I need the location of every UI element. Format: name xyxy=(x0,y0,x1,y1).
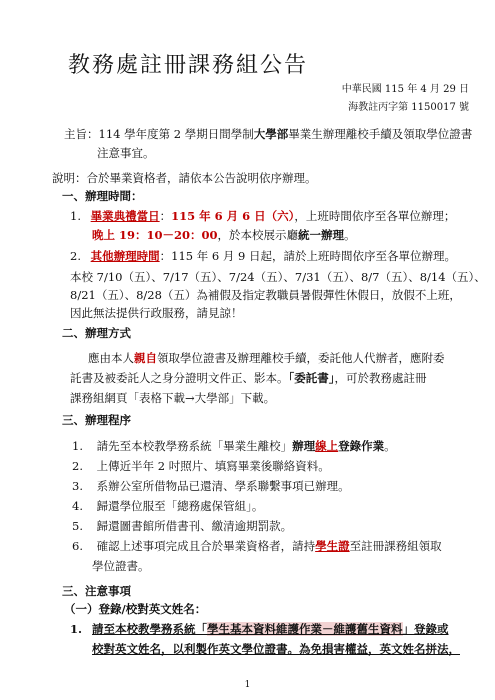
evening-time: 晚上 19：10－20：00 xyxy=(92,228,218,242)
sec1-item-1-rest2: ，於本校展示廳 xyxy=(217,228,299,242)
graduation-day-date: 115 年 6 月 6 日（六） xyxy=(171,209,295,223)
step-4-text: 歸還學位服至「總務處保管組」。 xyxy=(96,499,264,513)
colon: ： xyxy=(159,209,172,223)
item-number: 5. xyxy=(72,519,83,533)
page-number: 1 xyxy=(244,680,251,690)
sec2-line-1 xyxy=(88,350,445,366)
subject-text-a: 114 學年度第 2 學期日間學制 xyxy=(98,127,254,141)
step-1-text-b: 辦理 xyxy=(292,439,316,453)
announcement-date: 中華民國 115 年 4 月 29 日 xyxy=(341,84,469,95)
sec2-text-b: 領取學位證書及辦理離校手續，委託他人代辦者，應附委 xyxy=(157,351,445,365)
sec2-line-3: 課務組網頁「表格下載→大學部」下載。 xyxy=(70,391,276,405)
sec4-text-c: 」登錄或 xyxy=(402,622,449,636)
step-5-text: 歸還圖書館所借書刊、繳清逾期罰款。 xyxy=(96,519,293,533)
section-4-heading: 三、注意事項 xyxy=(62,584,131,598)
login-operation-text: 登錄作業 xyxy=(338,439,385,453)
sec2-text-d: ，可於教務處註冊 xyxy=(334,371,427,385)
section-2-heading: 二、辦理方式 xyxy=(62,326,131,340)
graduation-day-label: 畢業典禮當日 xyxy=(90,209,160,223)
subject-label: 主旨： xyxy=(64,127,99,141)
item-number: 3. xyxy=(72,479,83,493)
procedure-step-6 xyxy=(72,538,442,554)
subject-line-1 xyxy=(64,126,472,142)
holiday-note-line-3: 因此無法提供行政服務，請見諒！ xyxy=(70,306,243,320)
holiday-note-line-1: 本校 7/10（五）、7/17（五）、7/24（五）、7/31（五）、8/7（五）、8/14（五）、 xyxy=(70,270,486,284)
procedure-step-6-line-2: 學位證書。 xyxy=(92,559,150,573)
section-3-heading: 三、辦理程序 xyxy=(62,413,131,427)
sec1-item-2-rest: ：115 年 6 月 9 日起，請於上班時間依序至各單位辦理。 xyxy=(159,249,456,263)
item-number: 1. xyxy=(70,622,83,636)
unified-processing: 統一辦理 xyxy=(298,228,345,242)
item-number: 1. xyxy=(72,439,83,453)
procedure-step-1 xyxy=(72,438,396,454)
subsection-english-name: （一）登錄/校對英文姓名： xyxy=(64,602,207,616)
item-number: 1. xyxy=(70,209,81,223)
step-1-text-a: 請先至本校教學務系統「畢業生離校」 xyxy=(96,439,293,453)
sec4-text-e: 為免損害權益，英文姓名拼法， xyxy=(299,642,460,656)
sec1-item-1-line-1 xyxy=(70,208,455,224)
sec2-text-a: 應由本人 xyxy=(88,351,134,365)
sec4-text-d: 校對英文姓名，以利製作英文學位證書。 xyxy=(92,642,299,656)
sec4-text-a: 請至本校教學務系統「 xyxy=(92,622,208,636)
page-title: 教務處註冊課務組公告 xyxy=(68,53,309,78)
power-of-attorney-text: 「委託書」 xyxy=(288,371,335,385)
subject-text-c: 畢業生辦理離校手續及領取學位證書 xyxy=(288,127,473,141)
procedure-step-2 xyxy=(72,458,330,474)
step-3-text: 系辦公室所借物品已還清、學系聯繫事項已辦理。 xyxy=(96,479,350,493)
period: 。 xyxy=(384,439,396,453)
online-text: 線上 xyxy=(315,439,339,453)
item-number: 4. xyxy=(72,499,83,513)
sec4-item-1-line-2 xyxy=(92,641,460,657)
sec1-item-1-rest: ，上班時間依序至各單位辦理； xyxy=(294,209,456,223)
item-number: 2. xyxy=(72,459,83,473)
holiday-note-line-2: 8/21（五）、8/28（五）為補假及指定教職員暑假彈性休假日，放假不上班， xyxy=(70,288,461,302)
step-6-text-a: 確認上述事項完成且合於畢業資格者，請持 xyxy=(96,539,316,553)
period: 。 xyxy=(344,228,356,242)
sec2-text-c: 託書及被委託人之身分證明文件正、影本。 xyxy=(70,371,289,385)
sec1-item-2 xyxy=(70,248,456,264)
subject-line-2: 注意事宜。 xyxy=(97,146,155,160)
other-time-label: 其他辦理時間 xyxy=(90,249,160,263)
student-data-maintenance-text: 學生基本資料維護作業－維護舊生資料 xyxy=(207,622,403,636)
step-6-text-c: 至註冊課務組領取 xyxy=(349,539,442,553)
item-number: 2. xyxy=(70,249,81,263)
subject-text-undergrad: 大學部 xyxy=(253,127,289,141)
section-1-heading: 一、辦理時間： xyxy=(62,189,143,203)
step-2-text: 上傳近半年 2 吋照片、填寫畢業後聯絡資料。 xyxy=(96,459,330,473)
sec4-item-1-line-1 xyxy=(70,621,449,637)
sec2-line-2 xyxy=(70,370,427,386)
procedure-step-5 xyxy=(72,518,292,534)
in-person-text: 親自 xyxy=(134,351,157,365)
explanation: 說明：合於畢業資格者，請依本公告說明依序辦理。 xyxy=(52,171,317,185)
procedure-step-3 xyxy=(72,478,350,494)
student-id-text: 學生證 xyxy=(315,539,350,553)
procedure-step-4 xyxy=(72,498,263,514)
document-number: 海教註丙字第 1150017 號 xyxy=(348,102,469,113)
item-number: 6. xyxy=(72,539,83,553)
sec1-item-1-line-2 xyxy=(92,227,356,243)
